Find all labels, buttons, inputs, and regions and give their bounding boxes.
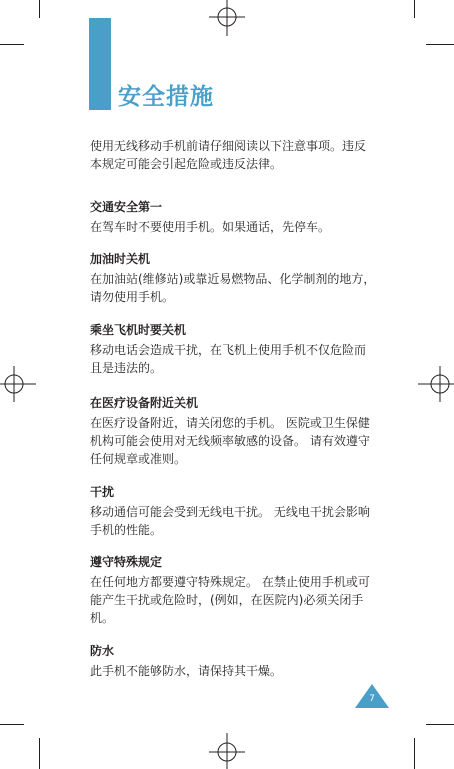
crop-mark-top-right-horizontal	[426, 44, 454, 45]
section-water-resistance	[90, 642, 376, 680]
page-number: 7	[369, 694, 375, 704]
registration-mark-top-icon	[209, 0, 245, 36]
section-medical-equipment	[90, 394, 376, 468]
section-heading: 加油时关机	[90, 252, 151, 266]
section-heading: 交通安全第一	[90, 200, 163, 214]
crop-mark-bottom-right-horizontal	[426, 724, 454, 725]
section-interference	[90, 483, 376, 539]
crop-mark-top-left-horizontal	[0, 44, 24, 45]
crop-mark-top-right-vertical	[414, 0, 415, 18]
crop-mark-top-left-vertical	[39, 0, 40, 18]
crop-mark-bottom-right-vertical	[414, 738, 415, 769]
section-body: 在驾车时不要使用手机。如果通话，先停车。	[90, 220, 331, 234]
section-body: 在加油站(维修站)或靠近易燃物品、化学制剂的地方，请勿使用手机。	[90, 272, 376, 304]
section-heading: 遵守特殊规定	[90, 555, 163, 569]
registration-mark-right-icon	[418, 366, 454, 402]
crop-mark-bottom-left-horizontal	[0, 724, 24, 725]
section-body: 移动通信可能会受到无线电干扰。 无线电干扰会影响手机的性能。	[90, 505, 370, 537]
section-heading: 防水	[90, 644, 115, 658]
section-body: 此手机不能够防水，请保持其干燥。	[90, 664, 283, 678]
crop-mark-bottom-left-vertical	[39, 738, 40, 769]
page-number-badge	[355, 684, 389, 708]
page-title: 安全措施	[118, 84, 214, 110]
section-special-regulations	[90, 553, 376, 627]
section-heading: 干扰	[90, 485, 115, 499]
section-body: 在任何地方都要遵守特殊规定。 在禁止使用手机或可能产生干扰或危险时，(例如，在医院内)必须关闭手机。	[90, 575, 370, 625]
registration-mark-left-icon	[0, 366, 36, 402]
section-body: 移动电话会造成干扰，在飞机上使用手机不仅危险而且是违法的。	[90, 343, 367, 375]
title-accent-bar	[89, 18, 111, 110]
section-heading: 乘坐飞机时要关机	[90, 323, 187, 337]
section-body: 在医疗设备附近，请关闭您的手机。 医院或卫生保健机构可能会使用对无线频率敏感的设备。 请有效遵守任何规章或准则。	[90, 416, 370, 466]
section-heading: 在医疗设备附近关机	[90, 396, 199, 410]
registration-mark-bottom-icon	[209, 733, 245, 769]
intro-paragraph: 使用无线移动手机前请仔细阅读以下注意事项。违反本规定可能会引起危险或违反法律。	[90, 139, 367, 171]
section-traffic-safety	[90, 198, 376, 236]
section-refueling	[90, 250, 376, 306]
section-aircraft	[90, 321, 376, 377]
